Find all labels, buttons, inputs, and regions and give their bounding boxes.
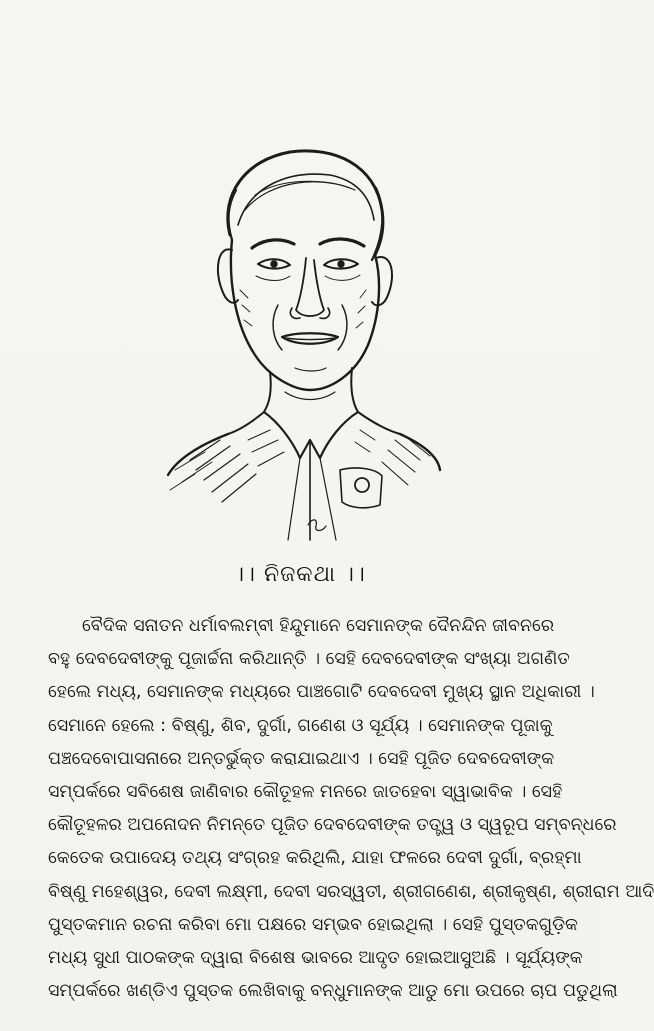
text-line: ବୈଦିକ ସନାତନ ଧର୍ମାବଲମ୍ବୀ ହିନ୍ଦୁମାନେ ସେମାନଙ୍କ ଦୈନନ୍ଦିନ ଜୀବନରେ — [82, 616, 555, 636]
text-line: କୌତୂହଳର ଅପନୋଦନ ନିମନ୍ତେ ପୂଜିତ ଦେବଦେବୀଙ୍କ ତତ୍ତ୍ୱ ଓ ସ୍ୱରୂପ ସମ୍ବନ୍ଧରେ — [48, 815, 617, 836]
text-line: ପୁସ୍ତକମାନ ରଚନା କରିବା ମୋ ପକ୍ଷରେ ସମ୍ଭବ ହୋଇଥିଲା । ସେହି ପୁସ୍ତକଗୁଡ଼ିକ — [48, 914, 578, 935]
text-line: ସମ୍ପର୍କରେ ଖଣ୍ଡିଏ ପୁସ୍ତକ ଲେଖିବାକୁ ବନ୍ଧୁମାନଙ୍କ ଆଡୁ ମୋ ଉପରେ ଚାପ ପଡୁଥିଲା — [48, 981, 618, 1002]
text-line: ପଞ୍ଚଦେବୋପାସନାରେ ଅନ୍ତର୍ଭୁକ୍ତ କରାଯାଇଥାଏ । ସେହି ପୂଜିତ ଦେବଦେବୀଙ୍କ — [48, 748, 555, 769]
author-portrait-sketch — [160, 140, 440, 550]
text-line: ବହୁ ଦେବଦେବୀଙ୍କୁ ପୂଜାର୍ଚ୍ଚନା କରିଥାନ୍ତି । ସେହି ଦେବଦେବୀଙ୍କ ସଂଖ୍ୟା ଅଗଣିତ — [48, 649, 570, 670]
text-line: ସେମାନେ ହେଲେ : ବିଷ୍ଣୁ, ଶିବ, ଦୁର୍ଗା, ଗଣେଶ ଓ ସୂର୍ଯ୍ୟ । ସେମାନଙ୍କ ପୂଜାକୁ — [48, 715, 553, 736]
text-line: ସମ୍ପର୍କରେ ସବିଶେଷ ଜାଣିବାର କୌତୂହଳ ମନରେ ଜାତହେବା ସ୍ୱାଭାବିକ । ସେହି — [48, 782, 563, 803]
text-line: କେତେକ ଉପାଦେୟ ତଥ୍ୟ ସଂଗ୍ରହ କରିଥିଲି, ଯାହା ଫଳରେ ଦେବୀ ଦୁର୍ଗା, ବ୍ରହ୍ମା — [48, 848, 582, 869]
text-line: ହେଲେ ମଧ୍ୟ, ସେମାନଙ୍କ ମଧ୍ୟରେ ପାଞ୍ଚଗୋଟି ଦେବଦେବୀ ମୁଖ୍ୟ ସ୍ଥାନ ଅଧିକାରୀ । — [48, 682, 595, 703]
text-line: ବିଷ୍ଣୁ ମହେଶ୍ୱର, ଦେବୀ ଲକ୍ଷ୍ମୀ, ଦେବୀ ସରସ୍ୱତୀ, ଶ୍ରୀଗଣେଶ, ଶ୍ରୀକୃଷ୍ଣ, ଶ୍ରୀରାମ ଆଦି — [48, 881, 654, 902]
text-line: ମଧ୍ୟ ସୁଧୀ ପାଠକଙ୍କ ଦ୍ୱାରା ବିଶେଷ ଭାବରେ ଆଦୃତ ହୋଇଆସୁଅଛି । ସୂର୍ଯ୍ୟଙ୍କ — [48, 948, 583, 969]
page-title: ।। ନିଜକଥା ।। — [234, 562, 366, 587]
body-paragraph — [48, 610, 654, 1008]
